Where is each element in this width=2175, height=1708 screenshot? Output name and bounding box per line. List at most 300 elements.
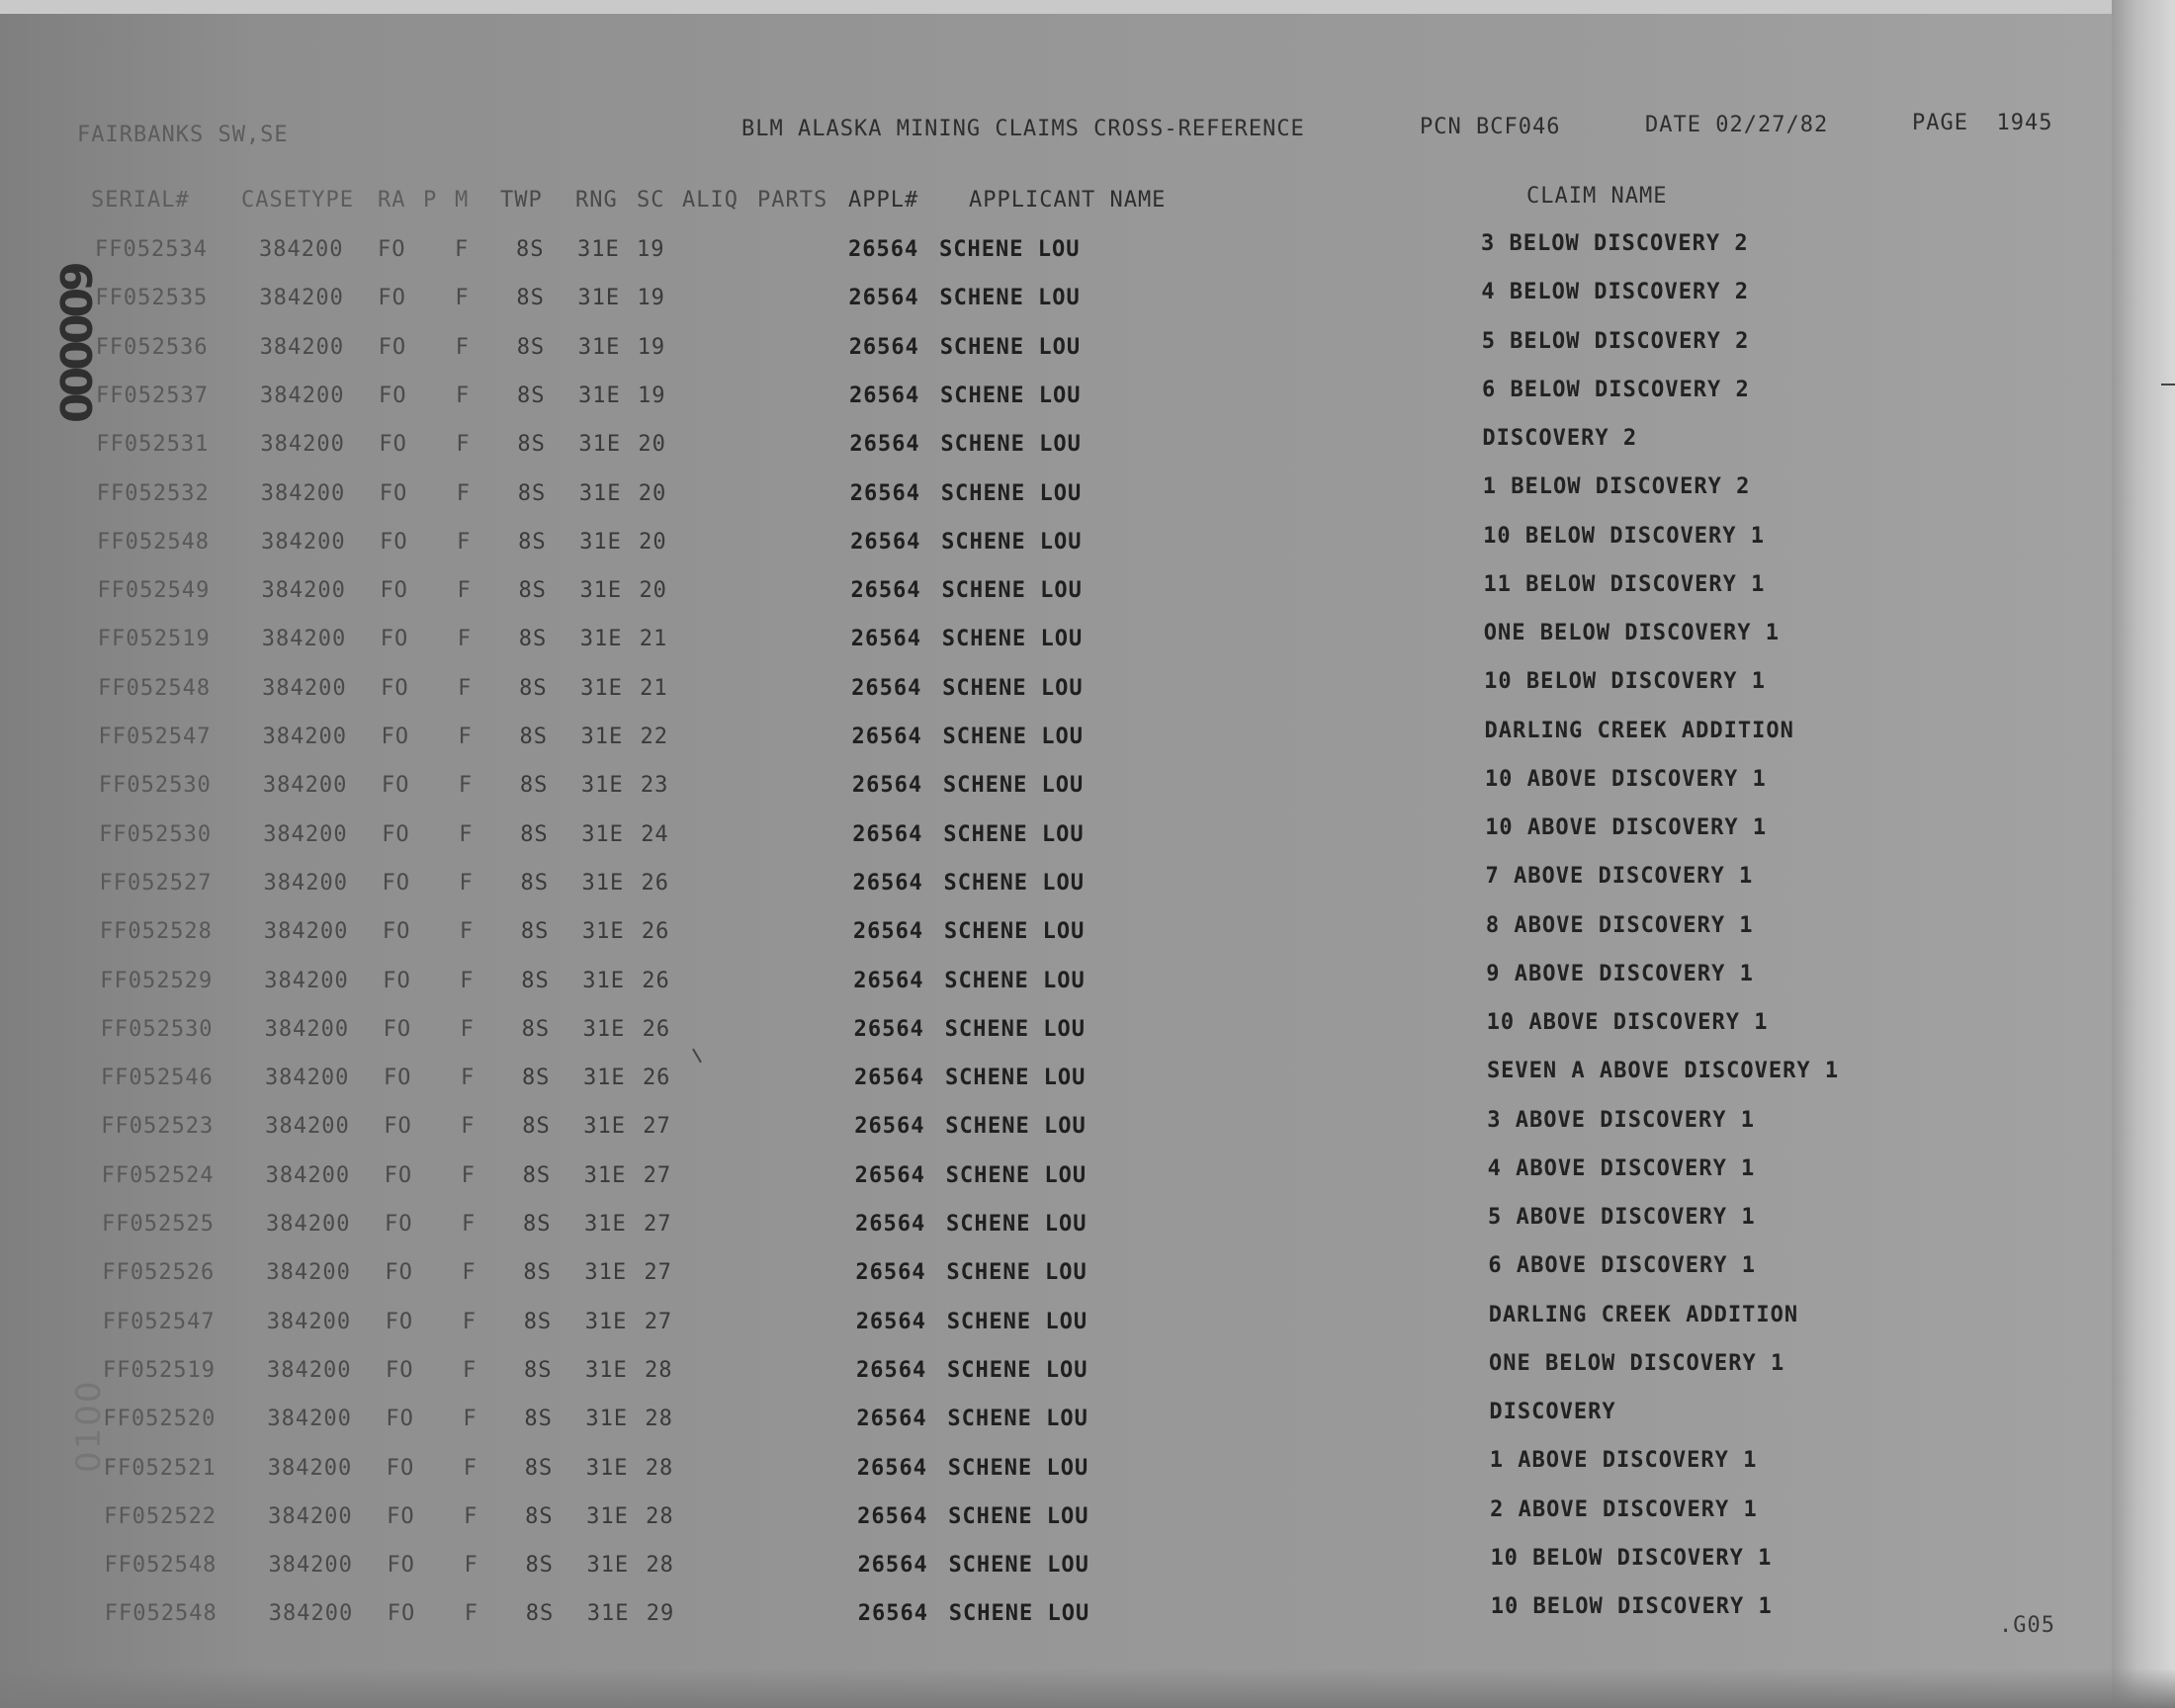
claim-name-cell: 10 BELOW DISCOVERY 1	[1484, 669, 1767, 695]
sc-cell: 26	[642, 1066, 671, 1091]
appl-cell: 26564	[855, 1309, 926, 1334]
appl-cell: 26564	[853, 968, 924, 993]
appl-cell: 26564	[855, 1260, 926, 1286]
casetype-cell: 384200	[259, 237, 344, 262]
serial-cell: FF052530	[98, 773, 212, 799]
applicant-name-cell: SCHENE LOU	[946, 1212, 1088, 1237]
table-row	[2, 474, 2175, 521]
twp-cell: 8S	[517, 383, 546, 408]
rng-cell: 31E	[577, 334, 621, 360]
table-row	[1, 377, 2175, 423]
appl-cell: 26564	[853, 1066, 925, 1091]
table-row	[0, 231, 2175, 277]
m-cell: F	[456, 432, 471, 458]
applicant-name-cell: SCHENE LOU	[946, 1309, 1088, 1334]
sc-cell: 22	[640, 725, 668, 749]
table-row	[8, 1400, 2175, 1446]
claim-name-cell: 10 ABOVE DISCOVERY 1	[1485, 815, 1768, 840]
handwritten-number: 000009	[52, 265, 103, 423]
rng-cell: 31E	[584, 1309, 628, 1334]
rng-cell: 31E	[578, 432, 622, 458]
m-cell: F	[462, 1212, 477, 1237]
m-cell: F	[462, 1309, 477, 1334]
claim-name-cell: 1 BELOW DISCOVERY 2	[1482, 474, 1751, 500]
twp-cell: 8S	[522, 1162, 552, 1188]
appl-cell: 26564	[851, 773, 923, 799]
table-row	[3, 621, 2175, 666]
report-location: FAIRBANKS SW,SE	[77, 123, 289, 147]
m-cell: F	[463, 1407, 478, 1432]
casetype-cell: 384200	[268, 1503, 353, 1529]
ra-cell: FO	[386, 1407, 414, 1432]
applicant-name-cell: SCHENE LOU	[942, 725, 1084, 749]
appl-cell: 26564	[857, 1553, 928, 1579]
applicant-name-cell: SCHENE LOU	[942, 675, 1084, 701]
appl-cell: 26564	[850, 627, 922, 652]
applicant-name-cell: SCHENE LOU	[940, 432, 1082, 458]
ra-cell: FO	[382, 821, 410, 847]
ra-cell: FO	[378, 237, 406, 262]
sc-cell: 28	[646, 1553, 674, 1579]
claim-name-cell: 10 BELOW DISCOVERY 1	[1490, 1594, 1773, 1619]
rng-cell: 31E	[584, 1260, 628, 1286]
appl-cell: 26564	[849, 432, 920, 458]
ra-cell: FO	[379, 480, 408, 506]
ra-cell: FO	[378, 286, 406, 311]
applicant-name-cell: SCHENE LOU	[942, 773, 1085, 799]
appl-cell: 26564	[851, 725, 922, 749]
twp-cell: 8S	[524, 1455, 554, 1481]
applicant-name-cell: SCHENE LOU	[944, 968, 1086, 993]
m-cell: F	[460, 968, 475, 993]
serial-cell: FF052537	[96, 383, 210, 408]
casetype-cell: 384200	[268, 1601, 354, 1627]
casetype-cell: 384200	[267, 1407, 352, 1432]
rng-cell: 31E	[584, 1212, 627, 1237]
claim-name-cell: 10 ABOVE DISCOVERY 1	[1484, 766, 1767, 792]
twp-cell: 8S	[523, 1309, 553, 1334]
claim-name-cell: DISCOVERY 2	[1482, 426, 1638, 451]
twp-cell: 8S	[523, 1212, 552, 1237]
table-row	[5, 864, 2175, 910]
casetype-cell: 384200	[267, 1455, 353, 1481]
rng-cell: 31E	[585, 1407, 629, 1432]
table-row	[6, 1059, 2175, 1105]
applicant-name-cell: SCHENE LOU	[940, 383, 1082, 408]
col-serial: SERIAL#	[91, 188, 190, 213]
twp-cell: 8S	[519, 725, 548, 749]
m-cell: F	[455, 237, 470, 262]
table-row	[4, 815, 2175, 862]
table-row	[5, 961, 2175, 1008]
ra-cell: FO	[379, 383, 407, 408]
m-cell: F	[464, 1601, 479, 1627]
rng-cell: 31E	[579, 627, 623, 652]
footer-code: .G05	[1999, 1613, 2055, 1638]
applicant-name-cell: SCHENE LOU	[943, 870, 1085, 896]
m-cell: F	[459, 870, 474, 896]
table-row	[9, 1545, 2175, 1592]
rng-cell: 31E	[583, 1114, 627, 1140]
table-row	[5, 912, 2175, 959]
appl-cell: 26564	[852, 821, 923, 847]
m-cell: F	[460, 1066, 476, 1091]
sc-cell: 28	[646, 1503, 674, 1529]
scan-border-top	[0, 0, 2175, 14]
ra-cell: FO	[385, 1212, 413, 1237]
appl-cell: 26564	[852, 919, 924, 945]
table-row	[8, 1302, 2175, 1349]
twp-cell: 8S	[518, 627, 548, 652]
ra-cell: FO	[387, 1503, 415, 1529]
ra-cell: FO	[384, 1114, 412, 1140]
sc-cell: 27	[643, 1114, 671, 1140]
sc-cell: 19	[637, 334, 666, 360]
sc-cell: 28	[645, 1455, 674, 1481]
rng-cell: 31E	[581, 919, 625, 945]
casetype-cell: 384200	[264, 968, 349, 993]
casetype-cell: 384200	[263, 919, 349, 945]
claim-name-cell: SEVEN A ABOVE DISCOVERY 1	[1486, 1059, 1840, 1084]
serial-cell: FF052535	[95, 286, 209, 311]
applicant-name-cell: SCHENE LOU	[947, 1455, 1089, 1481]
col-rng: RNG	[575, 188, 618, 213]
serial-cell: FF052548	[98, 675, 212, 701]
serial-cell: FF052534	[95, 237, 208, 262]
claim-name-cell: 4 ABOVE DISCOVERY 1	[1487, 1155, 1756, 1181]
claim-name-cell: 3 ABOVE DISCOVERY 1	[1487, 1107, 1755, 1133]
claim-name-cell: 2 ABOVE DISCOVERY 1	[1490, 1496, 1758, 1522]
appl-cell: 26564	[856, 1407, 927, 1432]
appl-cell: 26564	[849, 383, 920, 408]
rng-cell: 31E	[577, 286, 621, 311]
m-cell: F	[456, 383, 471, 408]
rng-cell: 31E	[582, 1066, 626, 1091]
claim-name-cell: 8 ABOVE DISCOVERY 1	[1485, 912, 1754, 938]
serial-cell: FF052549	[97, 578, 211, 604]
rng-cell: 31E	[581, 870, 625, 896]
rng-cell: 31E	[580, 773, 624, 799]
applicant-name-cell: SCHENE LOU	[941, 529, 1083, 555]
report-date: DATE 02/27/82	[1645, 113, 1829, 137]
rng-cell: 31E	[586, 1553, 630, 1579]
col-parts: PARTS	[757, 188, 828, 213]
rng-cell: 31E	[585, 1357, 628, 1383]
col-m: M	[455, 188, 470, 213]
casetype-cell: 384200	[267, 1357, 352, 1383]
appl-cell: 26564	[850, 529, 921, 555]
twp-cell: 8S	[523, 1260, 552, 1286]
m-cell: F	[461, 1162, 476, 1188]
sc-cell: 20	[638, 432, 666, 458]
casetype-cell: 384200	[260, 383, 345, 408]
twp-cell: 8S	[518, 578, 547, 604]
rng-cell: 31E	[585, 1455, 629, 1481]
table-row	[8, 1350, 2175, 1398]
ra-cell: FO	[380, 578, 408, 604]
rng-cell: 31E	[586, 1503, 629, 1529]
casetype-cell: 384200	[265, 1162, 351, 1188]
casetype-cell: 384200	[260, 432, 345, 458]
rng-cell: 31E	[581, 821, 624, 847]
applicant-name-cell: SCHENE LOU	[948, 1601, 1090, 1627]
applicant-name-cell: SCHENE LOU	[939, 237, 1081, 262]
casetype-cell: 384200	[261, 529, 346, 555]
twp-cell: 8S	[516, 286, 545, 311]
m-cell: F	[457, 627, 473, 652]
sc-cell: 19	[637, 237, 665, 262]
sc-cell: 29	[646, 1601, 675, 1627]
twp-cell: 8S	[519, 773, 549, 799]
col-ra: RA	[378, 188, 406, 213]
appl-cell: 26564	[849, 480, 920, 506]
table-row	[0, 280, 2175, 325]
col-appl: APPL#	[848, 188, 919, 213]
twp-cell: 8S	[516, 334, 546, 360]
twp-cell: 8S	[525, 1503, 554, 1529]
claim-name-cell: DARLING CREEK ADDITION	[1488, 1302, 1799, 1327]
col-twp: TWP	[500, 188, 543, 213]
claim-name-cell: 11 BELOW DISCOVERY 1	[1483, 571, 1766, 597]
applicant-name-cell: SCHENE LOU	[940, 480, 1083, 506]
table-row	[6, 1010, 2175, 1057]
serial-cell: FF052528	[99, 919, 213, 945]
claim-name-cell: 10 BELOW DISCOVERY 1	[1483, 523, 1765, 549]
table-row	[7, 1253, 2175, 1300]
sc-cell: 26	[642, 1016, 671, 1042]
m-cell: F	[458, 725, 473, 749]
casetype-cell: 384200	[268, 1553, 353, 1579]
applicant-name-cell: SCHENE LOU	[947, 1357, 1088, 1383]
col-claim-name: CLAIM NAME	[1526, 184, 1668, 209]
sc-cell: 27	[644, 1309, 673, 1334]
claim-name-cell: 3 BELOW DISCOVERY 2	[1481, 231, 1749, 256]
serial-cell: FF052546	[100, 1066, 214, 1091]
applicant-name-cell: SCHENE LOU	[948, 1503, 1089, 1529]
applicant-name-cell: SCHENE LOU	[939, 334, 1082, 360]
claim-name-cell: 1 ABOVE DISCOVERY 1	[1489, 1448, 1758, 1474]
sc-cell: 20	[639, 578, 667, 604]
sc-cell: 21	[639, 627, 668, 652]
ra-cell: FO	[379, 432, 407, 458]
claim-name-cell: 4 BELOW DISCOVERY 2	[1481, 280, 1750, 305]
ra-cell: FO	[383, 1066, 412, 1091]
twp-cell: 8S	[516, 237, 545, 262]
serial-cell: FF052530	[99, 821, 213, 847]
claim-name-cell: DISCOVERY	[1489, 1400, 1616, 1424]
ra-cell: FO	[383, 968, 411, 993]
rng-cell: 31E	[579, 578, 623, 604]
claim-name-cell: 9 ABOVE DISCOVERY 1	[1486, 961, 1754, 986]
claim-name-cell: 10 BELOW DISCOVERY 1	[1490, 1545, 1773, 1571]
appl-cell: 26564	[850, 578, 921, 604]
rng-cell: 31E	[578, 480, 622, 506]
serial-cell: FF052532	[96, 480, 210, 506]
appl-cell: 26564	[855, 1212, 926, 1237]
sc-cell: 26	[641, 919, 670, 945]
serial-cell: FF052530	[100, 1016, 214, 1042]
twp-cell: 8S	[520, 821, 549, 847]
serial-cell: FF052522	[104, 1503, 218, 1529]
appl-cell: 26564	[853, 1016, 924, 1042]
appl-cell: 26564	[851, 675, 922, 701]
claim-name-cell: ONE BELOW DISCOVERY 1	[1483, 621, 1780, 645]
claim-name-cell: 7 ABOVE DISCOVERY 1	[1485, 864, 1754, 890]
twp-cell: 8S	[525, 1601, 555, 1627]
sc-cell: 28	[645, 1357, 673, 1383]
twp-cell: 8S	[521, 1016, 551, 1042]
casetype-cell: 384200	[261, 578, 346, 604]
casetype-cell: 384200	[263, 870, 349, 896]
col-aliq: ALIQ	[682, 188, 739, 213]
casetype-cell: 384200	[261, 627, 347, 652]
twp-cell: 8S	[521, 1066, 551, 1091]
ra-cell: FO	[380, 529, 408, 555]
m-cell: F	[458, 773, 474, 799]
rng-cell: 31E	[582, 968, 625, 993]
casetype-cell: 384200	[264, 1016, 350, 1042]
applicant-name-cell: SCHENE LOU	[939, 286, 1081, 311]
ra-cell: FO	[382, 919, 411, 945]
appl-cell: 26564	[856, 1357, 927, 1383]
m-cell: F	[457, 578, 472, 604]
applicant-name-cell: SCHENE LOU	[947, 1407, 1088, 1432]
ra-cell: FO	[380, 627, 409, 652]
m-cell: F	[462, 1260, 477, 1286]
sc-cell: 26	[642, 968, 670, 993]
casetype-cell: 384200	[260, 480, 346, 506]
table-row	[7, 1205, 2175, 1251]
applicant-name-cell: SCHENE LOU	[943, 919, 1086, 945]
rng-cell: 31E	[580, 675, 623, 701]
applicant-name-cell: SCHENE LOU	[941, 627, 1084, 652]
serial-cell: FF052531	[96, 432, 210, 458]
appl-cell: 26564	[856, 1455, 927, 1481]
serial-cell: FF052536	[95, 334, 209, 360]
twp-cell: 8S	[520, 870, 550, 896]
sc-cell: 19	[637, 286, 665, 311]
serial-cell: FF052527	[99, 870, 213, 896]
applicant-name-cell: SCHENE LOU	[945, 1114, 1087, 1140]
appl-cell: 26564	[857, 1503, 928, 1529]
table-row	[1, 328, 2175, 375]
sc-cell: 21	[640, 675, 668, 701]
twp-cell: 8S	[521, 968, 550, 993]
applicant-name-cell: SCHENE LOU	[948, 1553, 1089, 1579]
sc-cell: 19	[638, 383, 666, 408]
casetype-cell: 384200	[264, 1066, 350, 1091]
sc-cell: 20	[639, 529, 667, 555]
col-sc: SC	[637, 188, 665, 213]
applicant-name-cell: SCHENE LOU	[941, 578, 1083, 604]
claim-name-cell: 10 ABOVE DISCOVERY 1	[1486, 1010, 1769, 1035]
m-cell: F	[461, 1114, 476, 1140]
report-title: BLM ALASKA MINING CLAIMS CROSS-REFERENCE	[741, 117, 1305, 141]
ra-cell: FO	[383, 1016, 412, 1042]
applicant-name-cell: SCHENE LOU	[944, 1016, 1087, 1042]
table-row	[10, 1594, 2175, 1641]
twp-cell: 8S	[519, 675, 548, 701]
twp-cell: 8S	[524, 1407, 553, 1432]
ra-cell: FO	[385, 1260, 413, 1286]
claim-name-cell: DARLING CREEK ADDITION	[1484, 718, 1794, 743]
table-row	[3, 669, 2175, 716]
rng-cell: 31E	[580, 725, 624, 749]
twp-cell: 8S	[522, 1114, 551, 1140]
rng-cell: 31E	[586, 1601, 630, 1627]
claim-name-cell: 6 ABOVE DISCOVERY 1	[1488, 1253, 1757, 1279]
m-cell: F	[459, 919, 475, 945]
serial-cell: FF052520	[103, 1407, 217, 1432]
ra-cell: FO	[386, 1455, 415, 1481]
sc-cell: 23	[640, 773, 669, 799]
ra-cell: FO	[387, 1601, 416, 1627]
table-row	[9, 1448, 2175, 1495]
casetype-cell: 384200	[266, 1309, 352, 1334]
appl-cell: 26564	[852, 870, 923, 896]
m-cell: F	[464, 1553, 478, 1579]
report-page: PAGE 1945	[1912, 111, 2053, 135]
twp-cell: 8S	[524, 1357, 553, 1383]
casetype-cell: 384200	[259, 334, 345, 360]
rng-cell: 31E	[578, 383, 621, 408]
serial-cell: FF052519	[103, 1357, 217, 1383]
ra-cell: FO	[378, 334, 407, 360]
m-cell: F	[459, 821, 474, 847]
sc-cell: 20	[638, 480, 667, 506]
serial-cell: FF052524	[101, 1162, 215, 1188]
applicant-name-cell: SCHENE LOU	[946, 1260, 1088, 1286]
ra-cell: FO	[381, 773, 410, 799]
sc-cell: 26	[641, 870, 670, 896]
rng-cell: 31E	[582, 1016, 626, 1042]
ra-cell: FO	[381, 675, 409, 701]
m-cell: F	[463, 1455, 478, 1481]
m-cell: F	[455, 334, 470, 360]
twp-cell: 8S	[520, 919, 550, 945]
casetype-cell: 384200	[266, 1260, 351, 1286]
table-row	[6, 1107, 2175, 1153]
casetype-cell: 384200	[263, 821, 348, 847]
col-p: P	[423, 188, 438, 213]
m-cell: F	[457, 529, 472, 555]
appl-cell: 26564	[854, 1162, 925, 1188]
serial-cell: FF052547	[102, 1309, 216, 1334]
casetype-cell: 384200	[262, 773, 348, 799]
col-casetype: CASETYPE	[241, 188, 354, 213]
ra-cell: FO	[382, 870, 411, 896]
claim-name-cell: 6 BELOW DISCOVERY 2	[1482, 377, 1750, 402]
sc-cell: 27	[644, 1260, 672, 1286]
serial-cell: FF052548	[104, 1553, 218, 1579]
table-row	[1, 426, 2175, 471]
twp-cell: 8S	[517, 432, 546, 458]
casetype-cell: 384200	[266, 1212, 351, 1237]
m-cell: F	[463, 1357, 478, 1383]
table-row	[9, 1496, 2175, 1544]
ra-cell: FO	[385, 1309, 414, 1334]
m-cell: F	[456, 480, 471, 506]
sc-cell: 28	[645, 1407, 673, 1432]
table-row	[4, 766, 2175, 812]
applicant-name-cell: SCHENE LOU	[944, 1066, 1087, 1091]
ra-cell: FO	[384, 1162, 413, 1188]
applicant-name-cell: SCHENE LOU	[943, 821, 1085, 847]
scan-border-bottom	[0, 1668, 2175, 1708]
serial-cell: FF052548	[104, 1601, 218, 1627]
serial-cell: FF052547	[98, 725, 212, 749]
serial-cell: FF052521	[103, 1455, 217, 1481]
